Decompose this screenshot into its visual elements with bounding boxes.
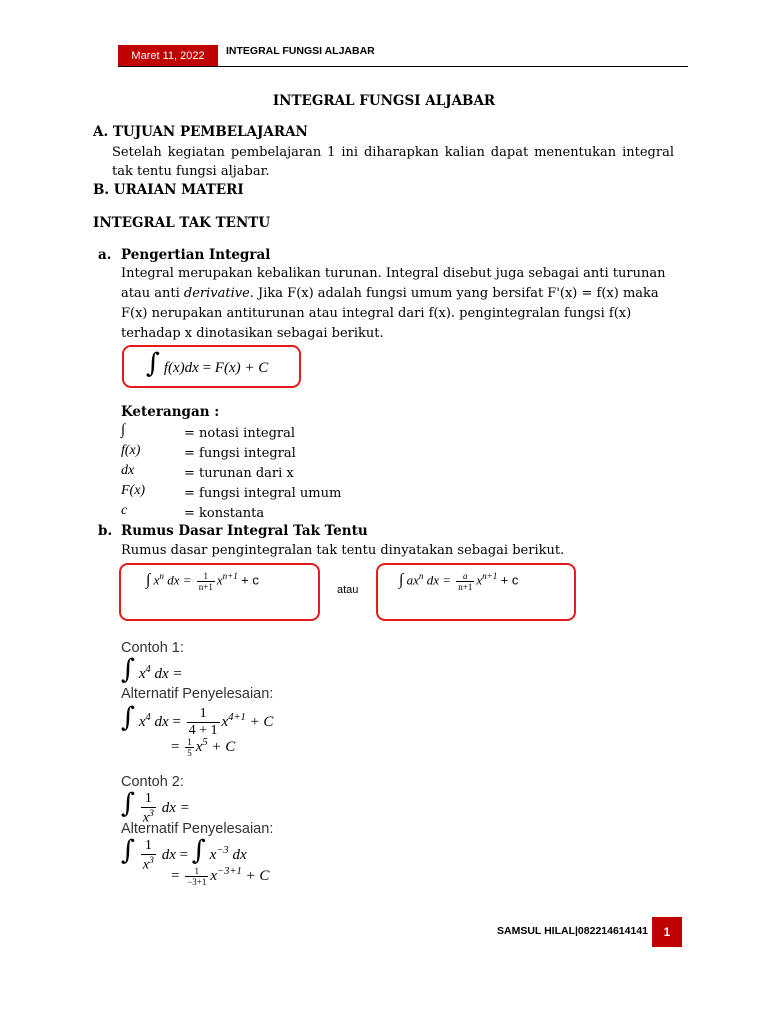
integral-sign-icon: ∫ [191,835,206,866]
keterangan-desc: = fungsi integral umum [184,486,342,501]
contoh-1-line2-den: 5 [187,748,192,759]
integral-definition-formula [146,350,268,377]
constant-rule-a: a [406,572,414,588]
contoh-2-solution-fraction: $\frac{1}{x^3}$ [142,837,154,873]
power-rule-x: x [153,572,160,588]
contoh-2-solution-line-1: ∫ $\frac{1}{x^3}$ dx = ∫ $x^{-3}$ dx [121,835,247,873]
contoh-1-question-exp: 4 [145,664,151,675]
footer-page-number: 1 [652,917,682,947]
contoh-2-line2-den: −3+1 [187,877,207,888]
power-rule-num: 1 [197,571,215,582]
formula-lhs: f(x)dx [163,360,199,376]
keterangan-desc: = turunan dari x [184,466,294,481]
contoh-1-fraction-2 [185,737,194,758]
constant-rule-n: n [418,571,424,582]
header-title: INTEGRAL FUNGSI ALJABAR [226,45,375,57]
contoh-2-alt-label: Alternatif Penyelesaian: [121,821,274,837]
contoh-1-question: ∫ $x^4$ dx = [121,654,183,685]
part-a-line-2-post: . Jika F(x) adalah fungsi umum yang bersifat F'(x) = f(x) maka [249,286,659,301]
constant-rule-dx: dx = [426,572,452,588]
integral-sign-icon: ∫ [121,835,136,866]
contoh-1-den: 4 + 1 [188,723,218,739]
integral-sign-icon: ∫ [121,654,136,685]
part-a-line-1: Integral merupakan kebalikan turunan. Integral disebut juga sebagai anti turunan [121,266,666,281]
integral-sign-icon: ∫ [146,571,151,589]
part-b-marker: b. [98,523,113,539]
header-rule [118,66,688,67]
integral-sign-icon: ∫ [399,571,404,589]
contoh-2-tail: dx = [161,800,190,816]
contoh-2-line2-tail: + C [245,868,270,884]
part-b-heading: Rumus Dasar Integral Tak Tentu [121,523,368,539]
power-rule-plus: + c [241,572,259,588]
constant-rule-num: a [456,571,474,582]
integral-sign-icon: ∫ [121,788,136,819]
contoh-1-tail: + C [249,714,274,730]
contoh-1-question-tail: dx = [154,666,183,682]
contoh-2-fraction-2 [185,866,208,887]
constant-rule-exp: n+1 [482,571,498,582]
document-title: INTEGRAL FUNGSI ALJABAR [272,93,496,109]
section-a-heading: A. TUJUAN PEMBELAJARAN [93,124,308,140]
contoh-2-den-exp: 3 [149,807,154,819]
keterangan-sym: dx [121,463,135,478]
contoh-1-line2-tail: + C [211,739,236,755]
part-a-marker: a. [98,247,112,263]
subtitle-integral-tak-tentu: INTEGRAL TAK TENTU [93,215,271,231]
section-b-heading: B. URAIAN MATERI [93,182,244,198]
contoh-2-rhs-exp: −3 [216,845,229,856]
power-rule-fraction [197,571,215,592]
power-rule-n: n [159,571,164,582]
power-rule-formula: ∫ $x^n$ dx = $\frac{1}{n+1}$ $x^{n+1} + c$ [146,571,259,592]
part-b-intro: Rumus dasar pengintegralan tak tentu dinyatakan sebagai berikut. [121,543,565,558]
contoh-2-den: $x^3$ [142,807,154,826]
keterangan-desc: = notasi integral [184,426,296,441]
part-a-heading: Pengertian Integral [121,247,271,263]
formula-eq: = [202,360,212,376]
keterangan-desc: = fungsi integral [184,446,296,461]
section-a-line-2: tak tentu fungsi aljabar. [112,164,270,179]
integral-sign-icon: ∫ [121,702,136,733]
integral-sign-icon: ∫ [146,348,161,379]
contoh-1-num: 1 [187,706,220,723]
power-rule-dx: dx = [167,572,192,588]
contoh-1-line2-num: 1 [187,737,192,748]
keterangan-sym: f(x) [121,443,141,458]
contoh-2-solution-line-2: = $\frac{1}{-3+1}$ $x^{-3+1} + C$ [171,866,270,888]
contoh-2-label: Contoh 2: [121,774,184,790]
constant-power-rule-formula: ∫ $ax^n$ dx = $\frac{a}{n+1}$ $x^{n+1} + c$ [399,571,519,592]
part-a-line-2 [121,284,659,304]
keterangan-sym: ∫ [121,422,126,438]
contoh-1-solution-line-1: ∫ $x^4$ dx = $\frac{1}{4 + 1}$ $x^{4+1} + C$ [121,702,274,739]
keterangan-desc: = konstanta [184,506,265,521]
header-date-badge: Maret 11, 2022 [118,45,218,67]
constant-rule-den: n+1 [458,582,473,592]
contoh-1-fraction [187,706,220,739]
contoh-1-solution-line-2: = $\frac{1}{5}$ $x^5 + C$ [171,737,236,759]
part-a-line-2-em: derivative [183,286,250,301]
part-a-line-2-pre: atau anti [121,286,184,301]
part-a-line-3: F(x) nerupakan antiturunan atau integral dari f(x). pengintegralan fungsi f(x) [121,306,632,321]
power-rule-den: n+1 [198,582,213,592]
contoh-2-rhs-tail: dx [232,847,247,863]
keterangan-heading: Keterangan : [121,404,220,420]
constant-rule-plus: + c [500,572,519,588]
constant-rule-fraction [456,571,474,592]
contoh-1-alt-label: Alternatif Penyelesaian: [121,686,274,702]
contoh-2-num: 1 [141,791,156,808]
footer-author: SAMSUL HILAL|082214614141 [497,925,648,937]
contoh-1-line2-exp: 5 [202,737,208,748]
contoh-2-line2-exp: −3+1 [217,866,242,877]
atau-label: atau [337,584,359,596]
contoh-1-label: Contoh 1: [121,640,184,656]
constant-rule-x: x [413,572,419,588]
contoh-2-line2-num: 1 [185,866,208,877]
contoh-1-exp: 4+1 [228,712,246,723]
part-a-line-4: terhadap x dinotasikan sebagai berikut. [121,326,384,341]
power-rule-exp: n+1 [222,571,238,582]
formula-rhs: F(x) + C [214,360,269,376]
keterangan-sym: F(x) [121,483,146,498]
section-a-line-1: Setelah kegiatan pembelajaran 1 ini diharapkan kalian dapat menentukan integral [112,145,674,160]
keterangan-sym: c [121,503,128,518]
